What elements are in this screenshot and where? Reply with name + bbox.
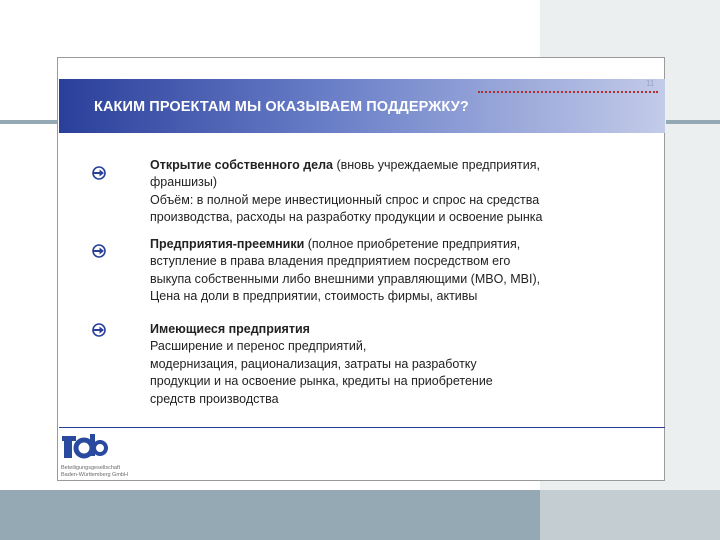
l-bank-logo-icon [62, 432, 108, 462]
slide [57, 57, 665, 481]
logo-line: Baden-Württemberg GmbH [61, 471, 128, 478]
item-line: производства, расходы на разработку продукции и освоение рынка [150, 210, 543, 225]
item-line: выкупа собственными либо внешними управляющими (MBO, MBI), [150, 271, 541, 286]
arrow-bullet-icon [92, 166, 106, 180]
list-item [150, 321, 493, 408]
item-line: средств производства [150, 391, 279, 406]
footer-divider [59, 427, 665, 428]
item-heading: Открытие собственного дела [150, 158, 333, 172]
item-line: вступление в права владения предприятием посредством его [150, 254, 511, 269]
item-line: Цена на доли в предприятии, стоимость фирмы, активы [150, 289, 478, 304]
item-line: Объём: в полной мере инвестиционный спрос и спрос на средства [150, 192, 540, 207]
item-line: Расширение и перенос предприятий, [150, 339, 367, 354]
item-line: (вновь учреждаемые предприятия, [333, 158, 540, 172]
background-bottom-right-band [540, 490, 720, 540]
item-heading: Имеющиеся предприятия [150, 322, 310, 336]
item-line: модернизация, рационализация, затраты на разработку [150, 356, 477, 371]
list-item [150, 236, 540, 306]
item-heading: Предприятия-преемники [150, 237, 305, 251]
decorative-line-right [666, 120, 720, 124]
item-line: продукции и на освоение рынка, кредиты на приобретение [150, 374, 493, 389]
arrow-bullet-icon [92, 244, 106, 258]
decorative-line-left [0, 120, 58, 124]
logo-line: Beteiligungsgesellschaft [61, 465, 121, 471]
slide-title: КАКИМ ПРОЕКТАМ МЫ ОКАЗЫВАЕМ ПОДДЕРЖКУ? [94, 99, 469, 115]
item-line: (полное приобретение предприятия, [304, 237, 521, 251]
dotted-divider [478, 91, 658, 93]
logo-caption [61, 465, 128, 478]
arrow-bullet-icon [92, 323, 106, 337]
list-item [150, 157, 542, 227]
page-number: 11 [646, 79, 655, 88]
item-line: франшизы) [150, 175, 217, 190]
